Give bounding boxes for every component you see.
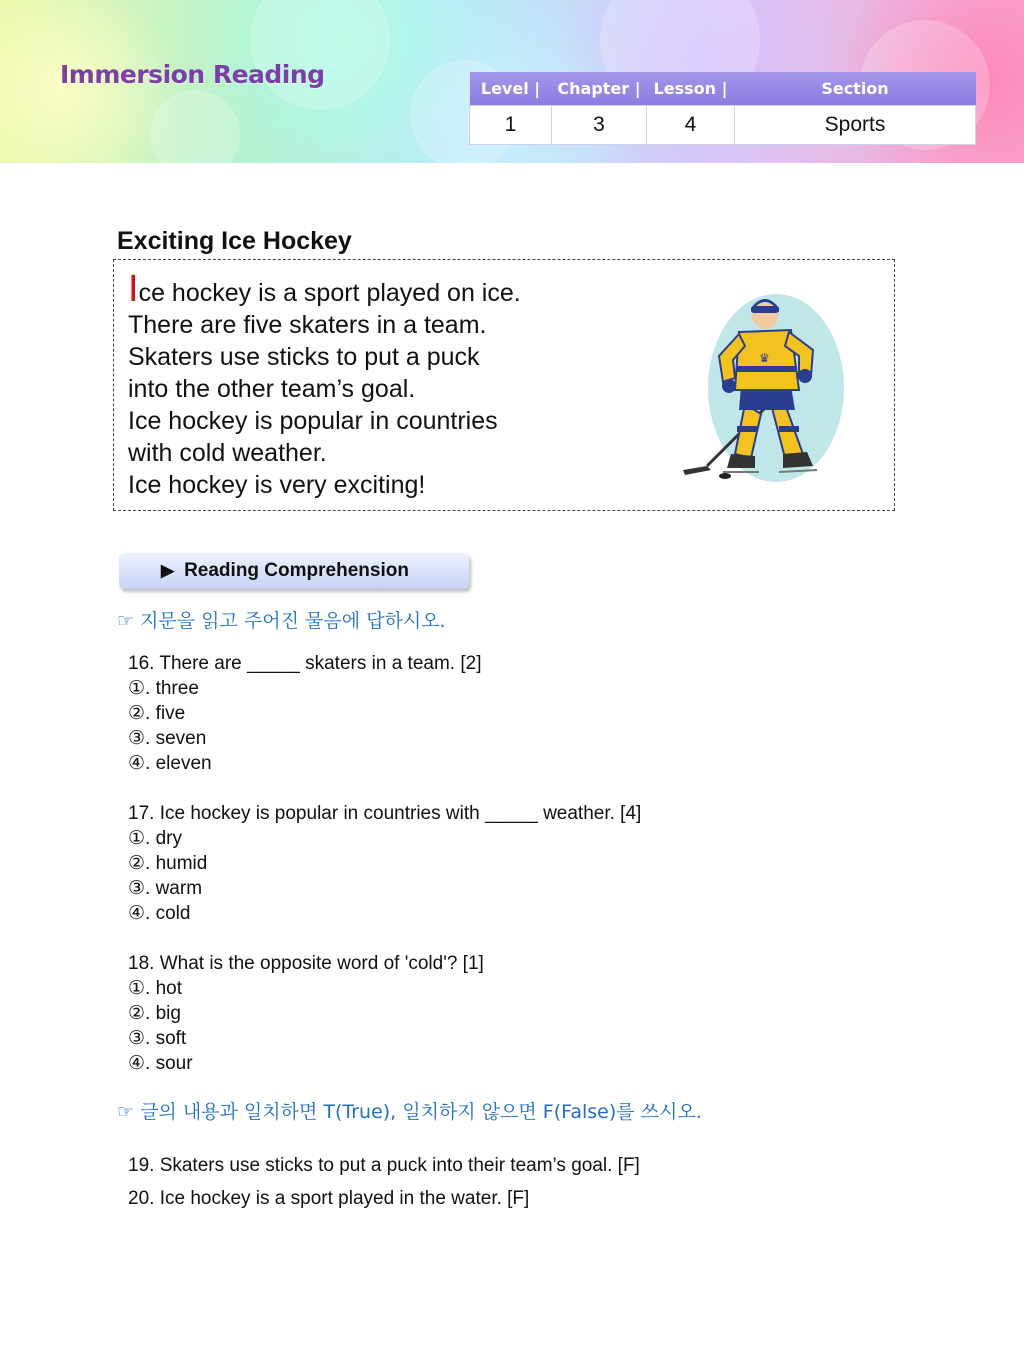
header-banner [0,0,1024,163]
story-line: Skaters use sticks to put a puck [128,343,480,371]
true-false-list [128,1149,928,1215]
instruction-multiple-choice: ☞ 지문을 읽고 주어진 물음에 답하시오. [117,610,446,632]
decorative-bubble [250,0,390,110]
answer-option: ①. hot [128,978,183,999]
play-triangle-icon: ▶ [161,561,175,580]
reading-comprehension-button[interactable] [119,553,469,589]
section-value: Sports [735,106,976,145]
answer-option: ②. big [128,1003,181,1024]
question-list [128,651,928,1101]
story-line: into the other team’s goal. [128,375,416,403]
answer-option: ②. humid [128,853,208,874]
lesson-info-table [469,72,976,145]
story-line: with cold weather. [128,439,327,467]
answer-option: ②. five [128,703,186,724]
story-box [113,259,895,511]
header-section: Section [735,72,976,106]
chapter-value: 3 [552,106,647,145]
story-line: Ice hockey is popular in countries [128,407,498,435]
answer-option: ③. seven [128,728,207,749]
answer-option: ④. sour [128,1053,193,1074]
answer-option: ④. eleven [128,753,212,774]
story-line: Ice hockey is very exciting! [128,471,426,499]
story-title: Exciting Ice Hockey [117,227,352,255]
header-level: Level | [470,72,552,106]
answer-option: ③. warm [128,878,203,899]
answer-option: ①. three [128,678,199,699]
header-chapter: Chapter | [552,72,647,106]
question-prompt: 18. What is the opposite word of 'cold'? [1] [128,953,484,974]
level-value: 1 [470,106,552,145]
answer-option: ④. cold [128,903,191,924]
ice-hockey-player-icon [679,286,849,486]
decorative-bubble [150,90,240,180]
story-line: There are five skaters in a team. [128,311,487,339]
brand-title: Immersion Reading [60,60,325,89]
question [128,951,928,1076]
reading-comprehension-label: Reading Comprehension [184,560,409,581]
question [128,651,928,776]
true-false-item: 19. Skaters use sticks to put a puck into their team’s goal. [F] [128,1155,640,1176]
story-line: Ice hockey is a sport played on ice. [128,268,521,310]
svg-text:♛: ♛ [759,351,770,365]
answer-option: ①. dry [128,828,182,849]
question-prompt: 17. Ice hockey is popular in countries with _____ weather. [4] [128,803,642,824]
answer-option: ③. soft [128,1028,187,1049]
story-text [128,268,688,501]
lesson-value: 4 [647,106,735,145]
question [128,801,928,926]
question-prompt: 16. There are _____ skaters in a team. [2] [128,653,482,674]
header-lesson: Lesson | [647,72,735,106]
drop-cap: I [128,268,139,310]
true-false-item: 20. Ice hockey is a sport played in the water. [F] [128,1188,530,1209]
instruction-true-false: ☞ 글의 내용과 일치하면 T(True), 일치하지 않으면 F(False)를 쓰시오. [117,1101,702,1123]
